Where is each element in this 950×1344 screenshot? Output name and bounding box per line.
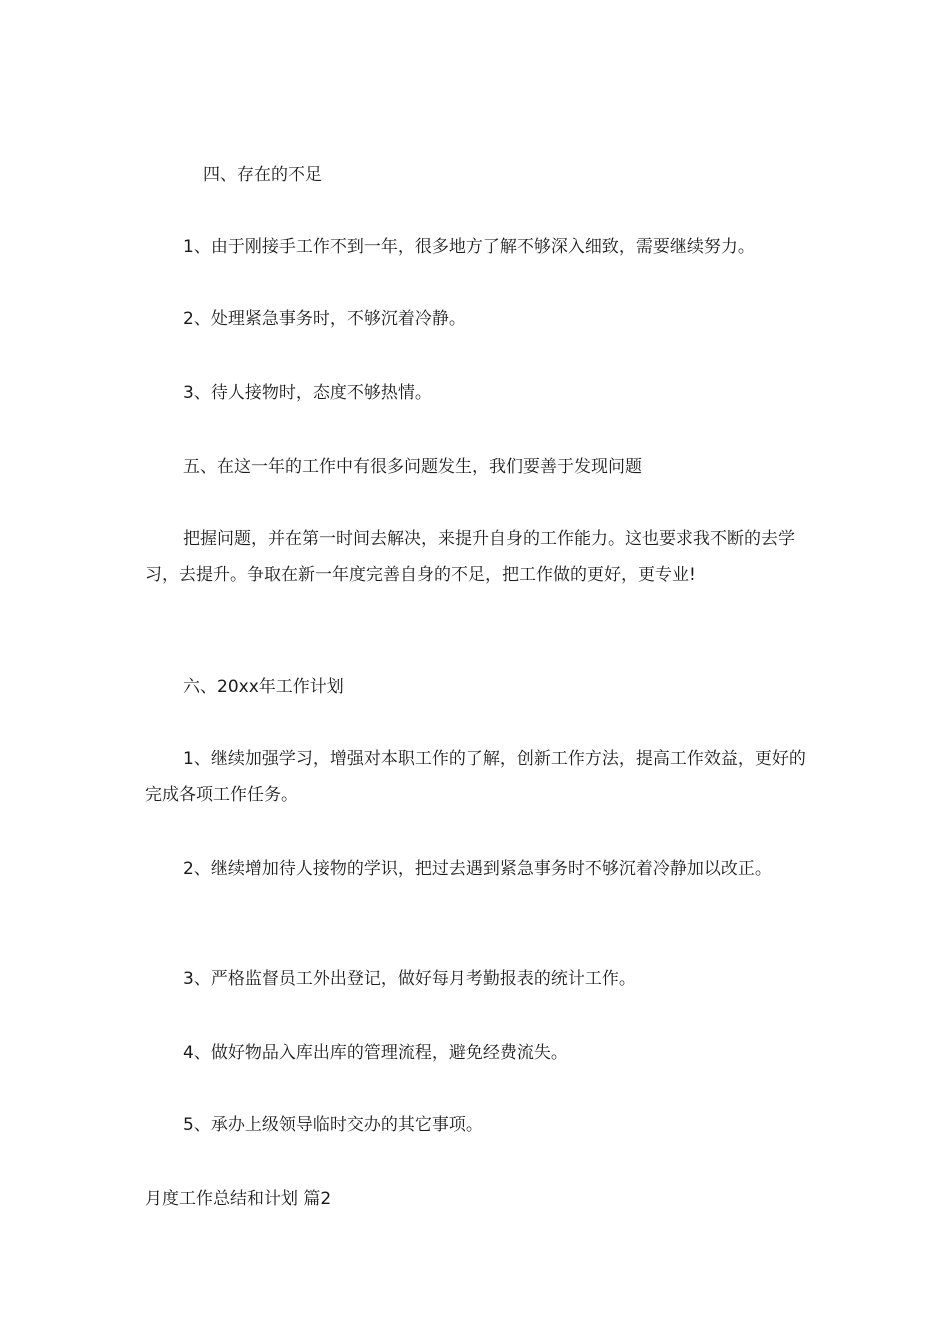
section-6-item-2: 2、继续增加待人接物的学识，把过去遇到紧急事务时不够沉着冷静加以改正。	[183, 859, 772, 879]
section-6-item-3: 3、严格监督员工外出登记，做好每月考勤报表的统计工作。	[183, 969, 636, 989]
section-4-heading: 四、存在的不足	[203, 165, 322, 185]
section-6-item-5: 5、承办上级领导临时交办的其它事项。	[183, 1115, 483, 1135]
section-5-paragraph: 把握问题，并在第一时间去解决，来提升自身的工作能力。这也要求我不断的去学习，去提升。争取在新一年度完善自身的不足，把工作做的更好，更专业!	[145, 529, 795, 585]
section-4-item-1: 1、由于刚接手工作不到一年，很多地方了解不够深入细致，需要继续努力。	[183, 237, 755, 257]
section-5-heading: 五、在这一年的工作中有很多问题发生，我们要善于发现问题	[183, 457, 642, 477]
section-6-heading: 六、20xx年工作计划	[183, 677, 344, 697]
section-4-item-2: 2、处理紧急事务时，不够沉着冷静。	[183, 309, 466, 329]
section-6-item-4: 4、做好物品入库出库的管理流程，避免经费流失。	[183, 1043, 568, 1063]
section-6-item-1: 1、继续加强学习，增强对本职工作的了解，创新工作方法，提高工作效益，更好的完成各项工作任务。	[145, 749, 806, 805]
next-section-title: 月度工作总结和计划 篇2	[145, 1189, 332, 1209]
section-4-item-3: 3、待人接物时，态度不够热情。	[183, 383, 432, 403]
